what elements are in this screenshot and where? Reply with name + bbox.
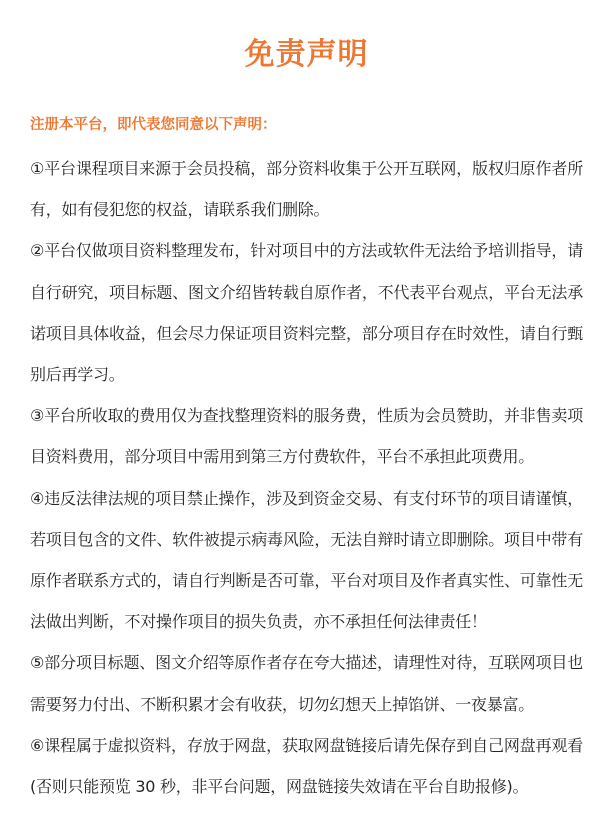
disclaimer-paragraph-1: ①平台课程项目来源于会员投稿，部分资料收集于公开互联网，版权归原作者所有，如有侵犯您的权益，请联系我们删除。 — [30, 159, 583, 220]
disclaimer-paragraph-2: ②平台仅做项目资料整理发布，针对项目中的方法或软件无法给予培训指导，请自行研究，项目标题、图文介绍皆转载自原作者，不代表平台观点，平台无法承诺项目具体收益，但会尽力保证项目资料完整，部分项目存在时效性，请自行甄别后再学习。 — [30, 241, 583, 385]
disclaimer-body — [30, 148, 583, 807]
page-title: 免责声明 — [244, 37, 369, 72]
disclaimer-paragraph-3: ③平台所收取的费用仅为查找整理资料的服务费，性质为会员赞助，并非售卖项目资料费用，部分项目中需用到第三方付费软件，平台不承担此项费用。 — [30, 406, 583, 467]
disclaimer-paragraph-6: ⑥课程属于虚拟资料，存放于网盘，获取网盘链接后请先保存到自己网盘再观看(否则只能预览 30 秒，非平台问题，网盘链接失效请在平台自助报修)。 — [30, 735, 583, 797]
disclaimer-paragraph-4: ④违反法律法规的项目禁止操作，涉及到资金交易、有支付环节的项目请谨慎，若项目包含的文件、软件被提示病毒风险，无法自辩时请立即删除。项目中带有原作者联系方式的，请自行判断是否可靠，平台对项目及作者真实性、可靠性无法做出判断，不对操作项目的损失负责，亦不承担任何法律责任！ — [30, 488, 583, 632]
agreement-lead-text: 注册本平台，即代表您同意以下声明： — [30, 117, 277, 133]
disclaimer-paragraph-5: ⑤部分项目标题、图文介绍等原作者存在夸大描述，请理性对待，互联网项目也需要努力付出、不断积累才会有收获，切勿幻想天上掉馅饼、一夜暴富。 — [30, 653, 583, 714]
